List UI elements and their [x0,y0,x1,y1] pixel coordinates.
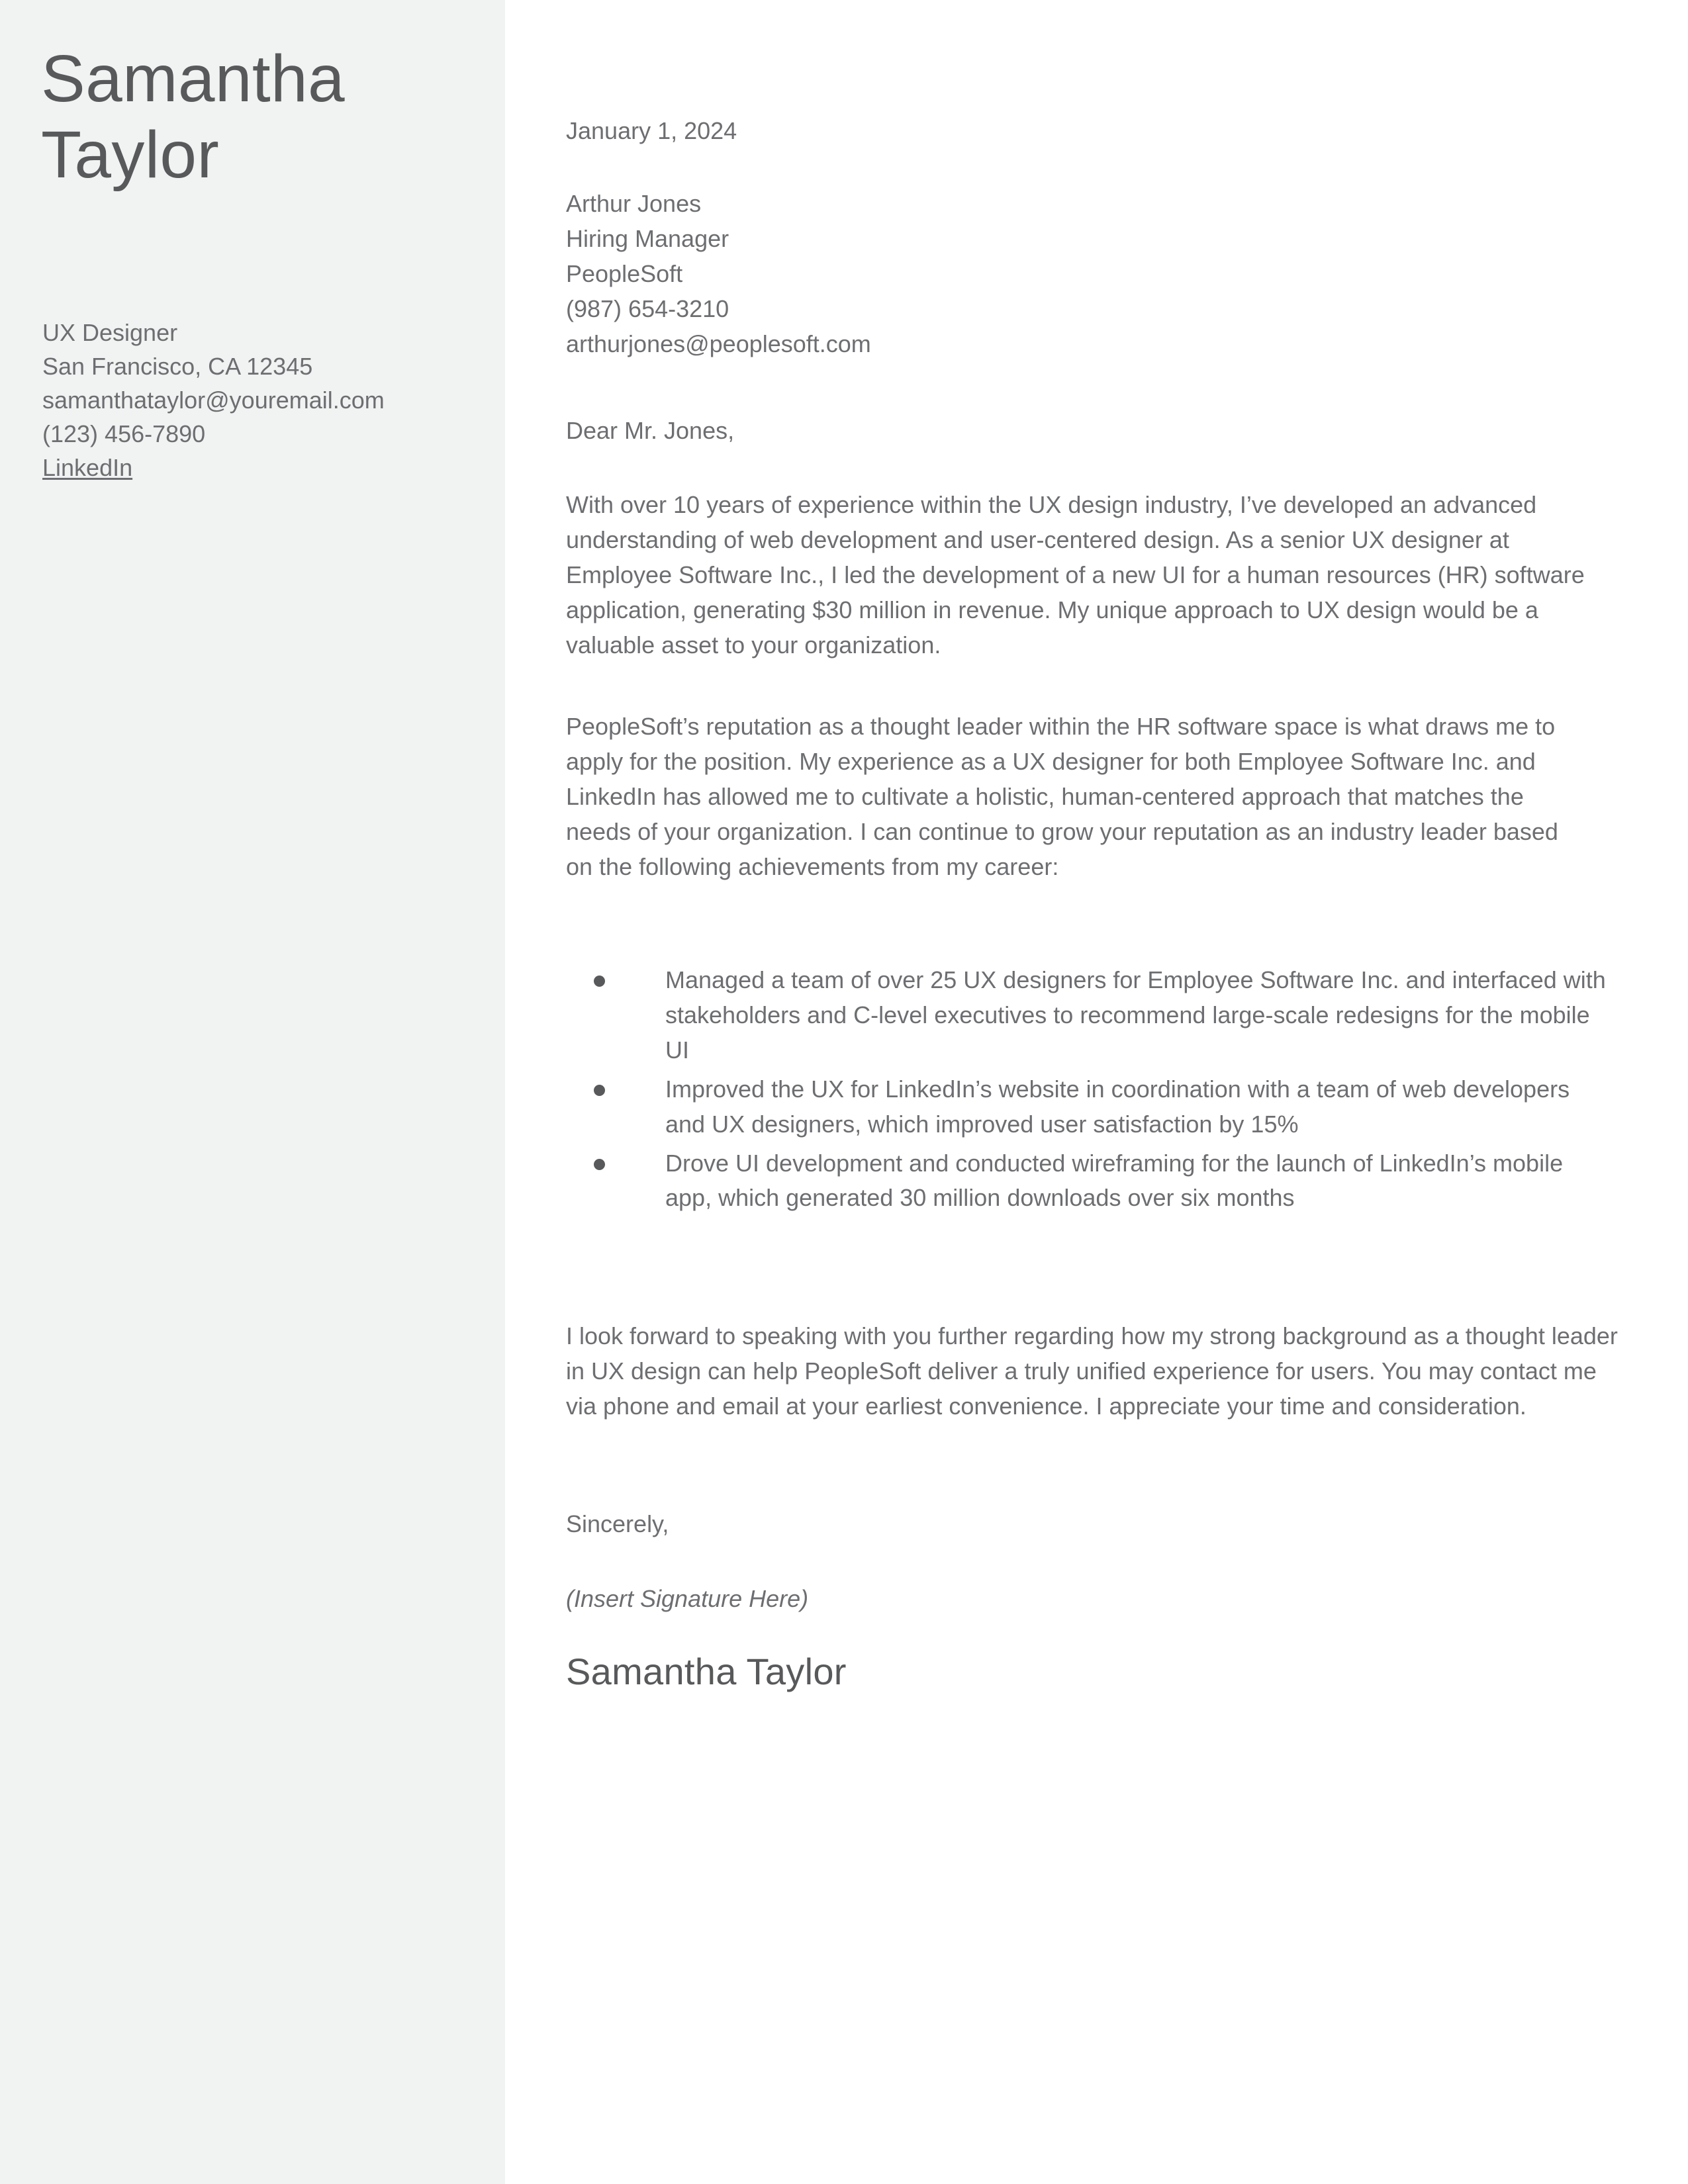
body-paragraph-3: I look forward to speaking with you further regarding how my strong background as a thought leader in UX design can help PeopleSoft deliver a truly unified experience for users. You may contact me via phone and email at your earliest convenience. I appreciate your time and consideration. [566,1322,1618,1420]
achievements-list [566,963,1612,1220]
linkedin-link[interactable]: LinkedIn [42,454,133,482]
recipient-name: Arthur Jones [566,190,702,217]
recipient-company: PeopleSoft [566,259,683,287]
body-paragraph-2: PeopleSoft’s reputation as a thought leader within the HR software space is what draws me to apply for the position. My experience as a UX designer for both Employee Software Inc. and LinkedIn has allowed me to cultivate a holistic, human-centered approach that matches the needs of your organization. I can continue to grow your reputation as an industry leader based on the following achievements from my career: [566,713,1558,880]
achievement-text: Improved the UX for LinkedIn’s website in coordination with a team of web developers and UX designers, which improved user satisfaction by 15% [665,1075,1570,1138]
list-item [566,963,1612,1068]
sidebar-panel [0,0,505,2184]
list-item [566,1146,1612,1216]
signature-placeholder: (Insert Signature Here) [566,1585,809,1612]
bullet-dot-icon [594,1085,605,1096]
candidate-email[interactable]: samanthataylor@youremail.com [42,387,385,414]
signature-name: Samantha Taylor [566,1651,847,1692]
recipient-block [566,187,871,362]
recipient-title: Hiring Manager [566,224,729,252]
candidate-location: San Francisco, CA 12345 [42,353,313,381]
contact-info-block [42,316,492,485]
salutation: Dear Mr. Jones, [566,417,735,444]
candidate-job-title: UX Designer [42,319,178,346]
recipient-phone: (987) 654-3210 [566,295,729,322]
list-item [566,1072,1612,1142]
candidate-last-name: Taylor [41,118,220,192]
recipient-email[interactable]: arthurjones@peoplesoft.com [566,330,871,357]
bullet-dot-icon [594,1159,605,1170]
closing-salutation: Sincerely, [566,1510,669,1537]
bullet-dot-icon [594,976,605,987]
candidate-first-name: Samantha [41,42,346,116]
candidate-phone: (123) 456-7890 [42,420,206,448]
achievement-text: Drove UI development and conducted wireframing for the launch of LinkedIn’s mobile app, which generated 30 million downloads over six months [665,1149,1564,1212]
letter-date: January 1, 2024 [566,117,737,144]
achievement-text: Managed a team of over 25 UX designers for Employee Software Inc. and interfaced with stakeholders and C-level executives to recommend large-scale redesigns for the mobile UI [665,966,1606,1064]
candidate-name-block [41,41,478,193]
body-paragraph-1: With over 10 years of experience within the UX design industry, I’ve developed an advanced understanding of web development and user-centered design. As a senior UX designer at Employee Software Inc., I led the development of a new UI for a human resources (HR) software application, generating $30 million in revenue. My unique approach to UX design would be a valuable asset to your organization. [566,491,1585,659]
